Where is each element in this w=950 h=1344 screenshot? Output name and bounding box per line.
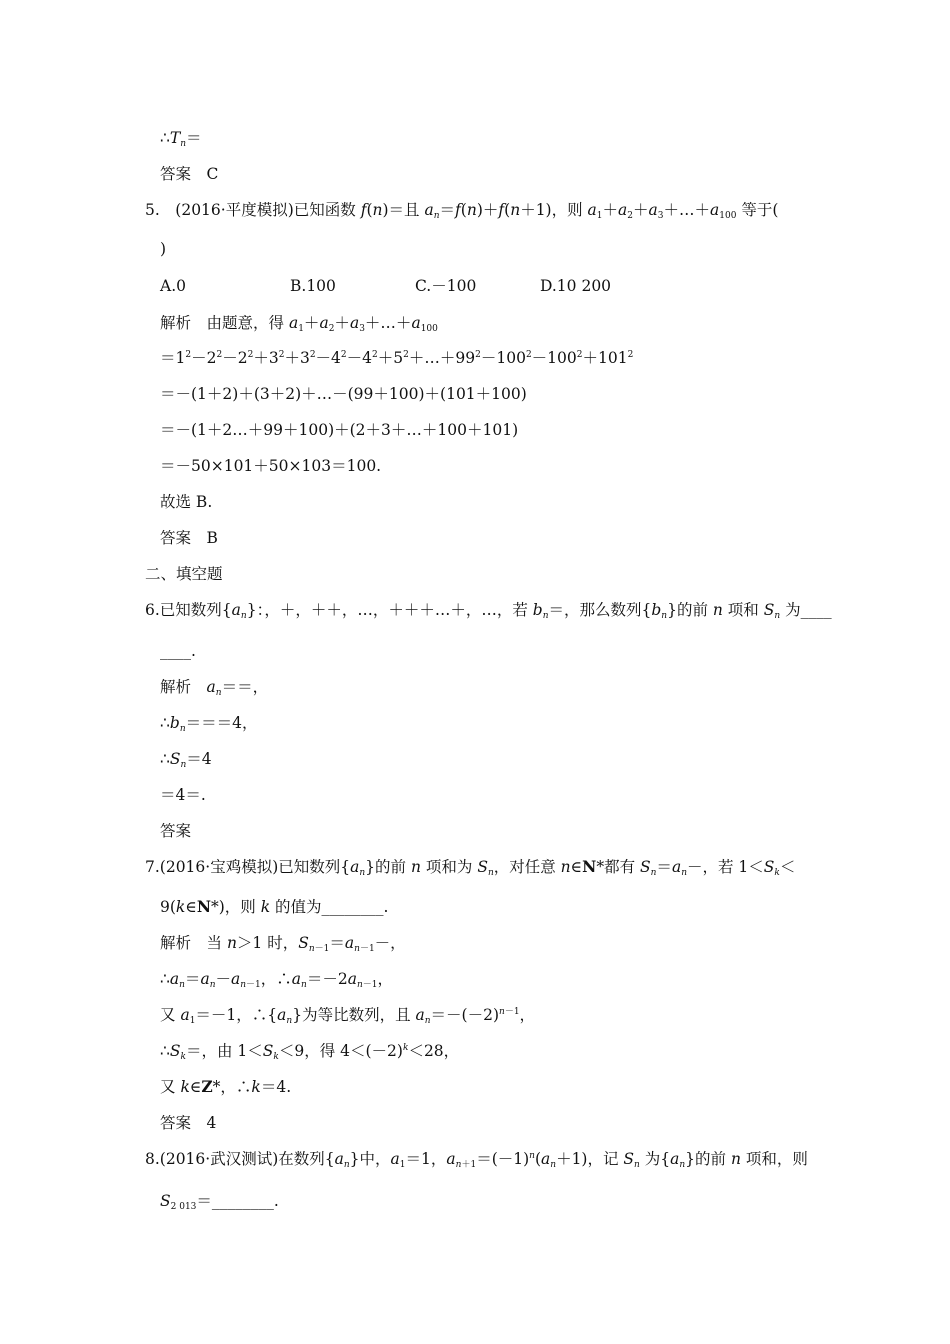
question-8-cont: $S_{2 013}=\_\_\_\_\_\_\_\_$. [160,1192,279,1212]
question-5-cont: ) [160,240,167,258]
solution-5-l6: 故选 B. [160,493,213,511]
question-6: 6.已知数列$\{a_n\}$：，＋，＋＋，…，＋＋＋…＋，…，若 $b_n=$，那么数列$\{b_n\}$的前 n 项和 $S_n$ 为____ [145,601,832,621]
question-6-cont: ____. [160,642,196,660]
answer-q4: 答案 C [160,165,219,183]
solution-6-l3: $\therefore S_n=4$ [160,750,212,770]
options-5 [160,275,611,297]
question-5: 5. (2016·平度模拟)已知函数 f(n)＝且 $a_n=f(n)+f(n+1)$，则 $a_1+a_2+a_3+\dots+a_{100}$ 等于( [145,201,779,221]
answer-q6: 答案 [160,822,192,840]
solution-7-l3: 又 $a_1=-1$，$\therefore\{a_n\}$为等比数列，且 $a_n=-(-2)^{n-1}$， [160,1006,536,1026]
solution-6-l2: $\therefore b_n===4$， [160,714,258,734]
solution-7-l4: $\therefore S_k=$，由 $1<S_k<9$，得 $4<(-2)^k<28$， [160,1042,460,1062]
section-heading: 二、填空题 [145,565,223,583]
question-8: 8.(2016·武汉测试)在数列$\{a_n\}$中，$a_1=1$，$a_{n+1}=(-1)^n(a_n+1)$，记 $S_n$ 为$\{a_n\}$的前 n 项和，则 [145,1150,808,1170]
question-7: 7.(2016·宝鸡模拟)已知数列$\{a_n\}$的前 n 项和为 $S_n$，对任意 n∈N*都有 $S_n=a_n-$，若 $1<S_k<$ [145,857,796,878]
solution-7-l5: 又 k∈Z*，∴k＝4. [160,1077,292,1096]
solution-5-l2: $=1^2-2^2-2^2+3^2+3^2-4^2-4^2+5^2+\dots+99^2-100^2-100^2+101^2$ [160,349,634,367]
line-tn: $\therefore T_n=$ [160,129,202,149]
solution-7-l2: $\therefore a_n=a_n-a_{n-1}$，$\therefore a_n=-2a_{n-1}$， [160,970,394,990]
solution-5-l3: ＝－(1＋2)＋(3＋2)＋…－(99＋100)＋(101＋100) [160,385,527,403]
solution-7-l1: 解析 当 n＞1 时，$S_{n-1}=a_{n-1}-$， [160,934,406,954]
solution-6-l4: ＝4＝. [160,786,206,804]
solution-5-l5: ＝－50×101＋50×103＝100. [160,457,382,475]
option-a: A.0 [160,277,186,295]
solution-5-l4: ＝－(1＋2…＋99＋100)＋(2＋3＋…＋100＋101) [160,421,519,439]
option-d: D.10 200 [540,277,612,295]
option-c: C.－100 [415,277,477,295]
answer-q5: 答案 B [160,529,218,547]
solution-6-l1: 解析 $a_n==$， [160,678,269,698]
option-b: B.100 [290,277,336,295]
answer-q7: 答案 4 [160,1114,217,1132]
solution-5-l1: 解析 由题意，得 $a_1+a_2+a_3+\dots+a_{100}$ [160,314,438,334]
question-7-cont: 9(k∈N*)，则 k 的值为________. [160,897,389,916]
